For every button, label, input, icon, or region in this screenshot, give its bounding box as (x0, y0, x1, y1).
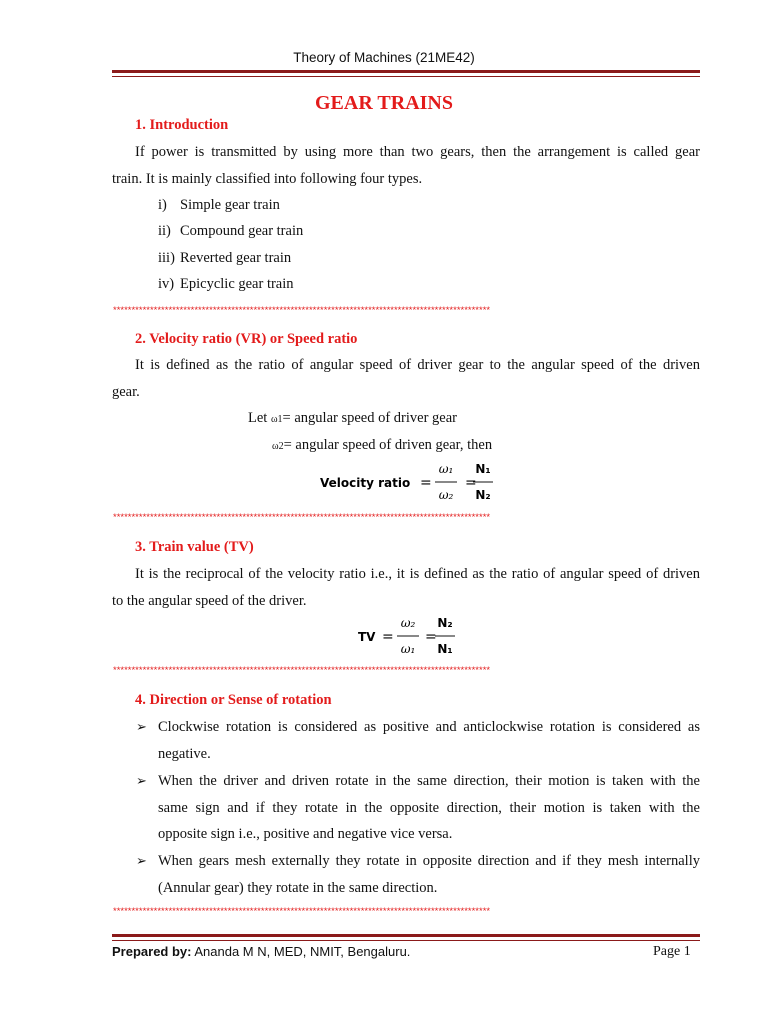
footer-rule-thick (112, 934, 700, 937)
arrow-bullet-icon: ➢ (136, 719, 147, 734)
footer-rule-thin (112, 940, 700, 941)
formula-label: Velocity ratio (320, 476, 411, 490)
list-item: i) Simple gear train (158, 197, 280, 213)
arrow-bullet-icon: ➢ (136, 773, 147, 788)
arrow-bullet-icon: ➢ (136, 853, 147, 868)
section-heading-velocity-ratio: 2. Velocity ratio (VR) or Speed ratio (135, 331, 358, 347)
section-heading-direction: 4. Direction or Sense of rotation (135, 692, 332, 708)
formula-equals: = (382, 629, 394, 645)
list-item: ii) Compound gear train (158, 223, 304, 239)
bullet-paragraph: When gears mesh externally they rotate in opposite direction and if they mesh internally (Annular gear) they rotate in the same direction. (158, 853, 700, 896)
let-line-driven: ω2= angular speed of driven gear, then (272, 437, 493, 453)
formula-den-omega: ω₁ (400, 642, 416, 656)
formula-num-n: N₂ (437, 616, 453, 630)
separator-stars: ****************************************************************************************************** (113, 906, 491, 917)
section-heading-introduction: 1. Introduction (135, 117, 229, 133)
document-title: GEAR TRAINS (315, 92, 453, 114)
running-header: Theory of Machines (21ME42) (293, 50, 475, 65)
formula-equals: = (425, 629, 437, 645)
velocity-ratio-paragraph: It is defined as the ratio of angular speed of driver gear to the angular speed of the driven gear. (112, 357, 700, 400)
bullet-paragraph: Clockwise rotation is considered as positive and anticlockwise rotation is considered as negative. (158, 719, 700, 762)
formula-num-n: N₁ (475, 462, 491, 476)
formula-den-omega: ω₂ (438, 488, 454, 502)
formula-label: TV (358, 630, 376, 644)
section-heading-train-value: 3. Train value (TV) (135, 539, 254, 555)
header-rule-thick (112, 70, 700, 73)
formula-den-n: N₂ (475, 488, 491, 502)
formula-num-omega: ω₁ (438, 462, 454, 476)
train-value-paragraph: It is the reciprocal of the velocity ratio i.e., it is defined as the ratio of angular speed of driven to the angular speed of the driver. (112, 566, 700, 609)
velocity-ratio-formula (310, 456, 510, 508)
footer-prepared-by: Prepared by: Ananda M N, MED, NMIT, Bengaluru. (112, 944, 411, 959)
formula-num-omega: ω₂ (400, 616, 416, 630)
separator-stars: ****************************************************************************************************** (113, 512, 491, 523)
list-item: iii) Reverted gear train (158, 250, 292, 266)
formula-equals: = (420, 475, 432, 491)
formula-equals: = (465, 475, 477, 491)
separator-stars: ****************************************************************************************************** (113, 665, 491, 676)
footer-page-number: Page 1 (653, 944, 691, 959)
bullet-paragraph: When the driver and driven rotate in the same direction, their motion is taken with the same sign and if they rotate in the opposite direction, their motion is taken with the opposite sign i.e., positive and negative vice versa. (158, 773, 700, 842)
list-item: iv) Epicyclic gear train (158, 276, 294, 292)
intro-paragraph: If power is transmitted by using more than two gears, then the arrangement is called gear train. It is mainly classified into following four types. (112, 144, 700, 187)
formula-den-n: N₁ (437, 642, 453, 656)
header-rule-thin (112, 76, 700, 77)
let-line-driver: Let ω1= angular speed of driver gear (248, 410, 457, 426)
train-value-formula (350, 610, 470, 662)
separator-stars: ****************************************************************************************************** (113, 305, 491, 316)
